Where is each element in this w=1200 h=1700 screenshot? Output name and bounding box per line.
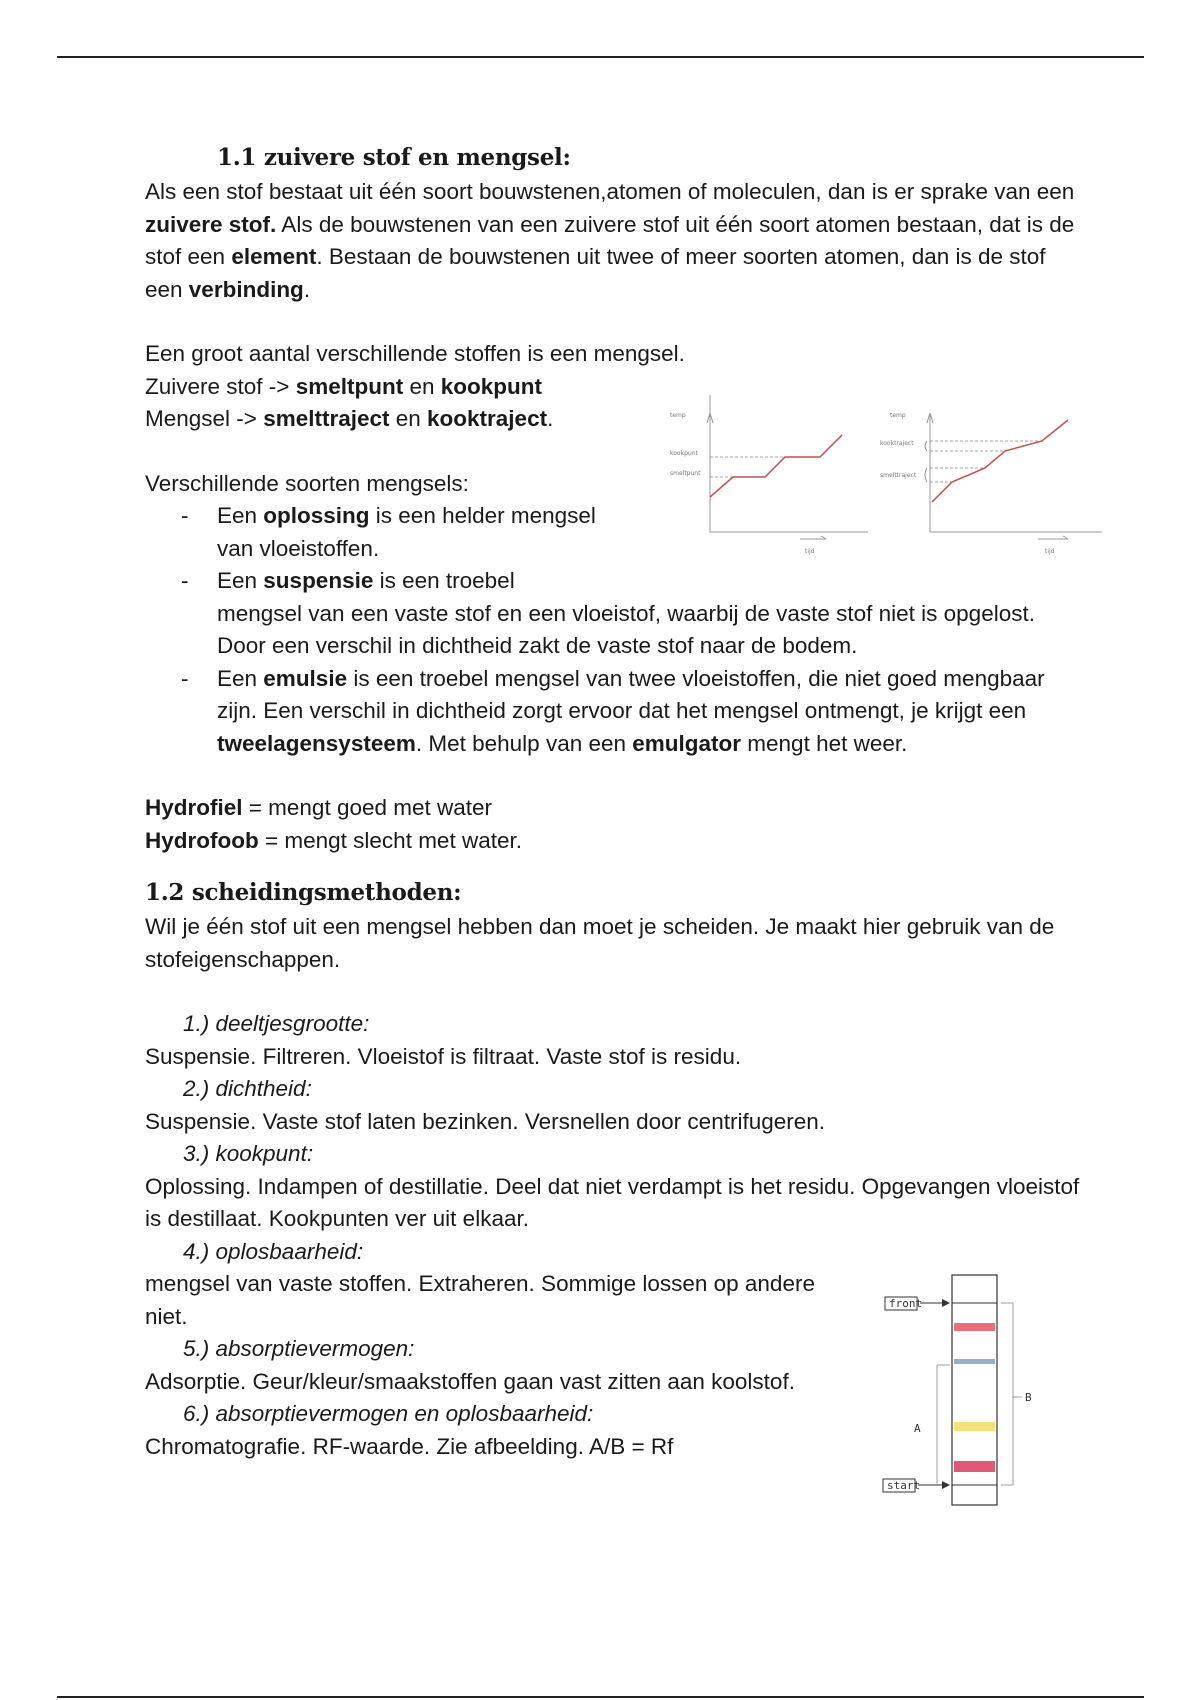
section-heading-1-2: 1.2 scheidingsmethoden:: [145, 879, 462, 906]
method-title: 1.) deeltjesgrootte:: [183, 1011, 370, 1036]
start-label: start: [887, 1479, 921, 1492]
bottom-rule: [57, 1696, 1144, 1698]
mixture-definition: Een groot aantal verschillende stoffen is een mengsel.: [145, 341, 685, 366]
method-title: 5.) absorptievermogen:: [183, 1336, 415, 1361]
method-text: mengsel van vaste stoffen. Extraheren. Sommige lossen op andere niet.: [145, 1271, 815, 1329]
method-title: 4.) oplosbaarheid:: [183, 1238, 364, 1264]
boiling-range-brace: [925, 441, 927, 451]
method-text: Oplossing. Indampen of destillatie. Deel dat niet verdampt is het residu. Opgevangen vloeistof is destillaat. Kookpunten ver uit elkaar.: [145, 1173, 1080, 1231]
chromatography-figure: [870, 1270, 1040, 1515]
method-title: 6.) absorptievermogen en oplosbaarheid:: [183, 1401, 594, 1426]
distance-b-label: B: [1025, 1391, 1032, 1404]
method-text: Chromatografie. RF-waarde. Zie afbeelding. A/B = Rf: [145, 1433, 674, 1459]
mixture-types-intro: Verschillende soorten mengsels:: [145, 470, 469, 496]
graph-ylabel: temp: [890, 412, 906, 419]
top-rule: [57, 56, 1144, 58]
distance-a-label: A: [914, 1422, 921, 1435]
graph-label-melting-range: smelttraject: [880, 472, 917, 479]
start-arrowhead-icon: [942, 1481, 950, 1489]
hydrofoob-line: Hydrofoob = mengt slecht met water.: [145, 827, 522, 853]
heating-curve-pure: [650, 395, 880, 565]
method-title: 3.) kookpunt:: [183, 1141, 314, 1166]
spot-band: [954, 1323, 995, 1331]
graph-xlabel: tijd: [805, 548, 815, 555]
heating-curve-mixture: [870, 395, 1110, 565]
heating-curve-line: [932, 420, 1068, 502]
pure-substance-line: Zuivere stof -> smeltpunt en kookpunt: [145, 373, 542, 399]
heating-curve-line: [710, 435, 842, 497]
front-arrowhead-icon: [942, 1299, 950, 1307]
graph-label-boiling-range: kooktraject: [880, 440, 914, 447]
melting-range-brace: [925, 468, 927, 482]
method-title: 2.) dichtheid:: [183, 1076, 312, 1101]
spot-band: [954, 1359, 995, 1364]
graph-xlabel: tijd: [1045, 548, 1055, 555]
front-label: front: [889, 1297, 923, 1310]
document-body: [145, 140, 1085, 1463]
list-item: - Een oplossing is een helder mengsel van vloeistoffen.: [145, 500, 637, 565]
method-text: Suspensie. Filtreren. Vloeistof is filtraat. Vaste stof is residu.: [145, 1043, 742, 1069]
graph-label-boiling: kookpunt: [670, 450, 698, 457]
graph-ylabel: temp: [670, 412, 686, 419]
separation-intro: Wil je één stof uit een mengsel hebben dan moet je scheiden. Je maakt hier gebruik van de stofeigenschappen.: [145, 914, 1055, 972]
method-text: Adsorptie. Geur/kleur/smaakstoffen gaan vast zitten aan koolstof.: [145, 1368, 795, 1394]
mixture-line: Mengsel -> smelttraject en kooktraject.: [145, 406, 554, 431]
list-item: - Een suspensie is een troebel mengsel van een vaste stof en een vloeistof, waarbij de vaste stof niet is opgelost. Door een verschil in dichtheid zakt de vaste stof naar de bodem.: [145, 565, 1085, 663]
spot-band: [954, 1422, 995, 1431]
method-text: Suspensie. Vaste stof laten bezinken. Versnellen door centrifugeren.: [145, 1108, 826, 1134]
paragraph-pure-substance: Als een stof bestaat uit één soort bouwstenen,atomen of moleculen, dan is er sprake van een zuivere stof. Als de bouwstenen van een zuivere stof uit één soort atomen bestaan, dat is de stof een element. Bestaan de bouwstenen uit twee of meer soorten atomen, dan is de stof een verbinding.: [145, 179, 1075, 302]
section-heading-1-1: 1.1 zuivere stof en mengsel:: [217, 144, 571, 171]
spot-band: [954, 1461, 995, 1472]
graph-label-melting: smeltpunt: [670, 470, 701, 477]
hydrofiel-line: Hydrofiel = mengt goed met water: [145, 795, 493, 820]
list-item: - Een emulsie is een troebel mengsel van twee vloeistoffen, die niet goed mengbaar zijn. Een verschil in dichtheid zorgt ervoor dat het mengsel ontmengt, je krijgt een tweelagensysteem. Met behulp van een emulgator mengt het weer.: [145, 663, 1085, 761]
